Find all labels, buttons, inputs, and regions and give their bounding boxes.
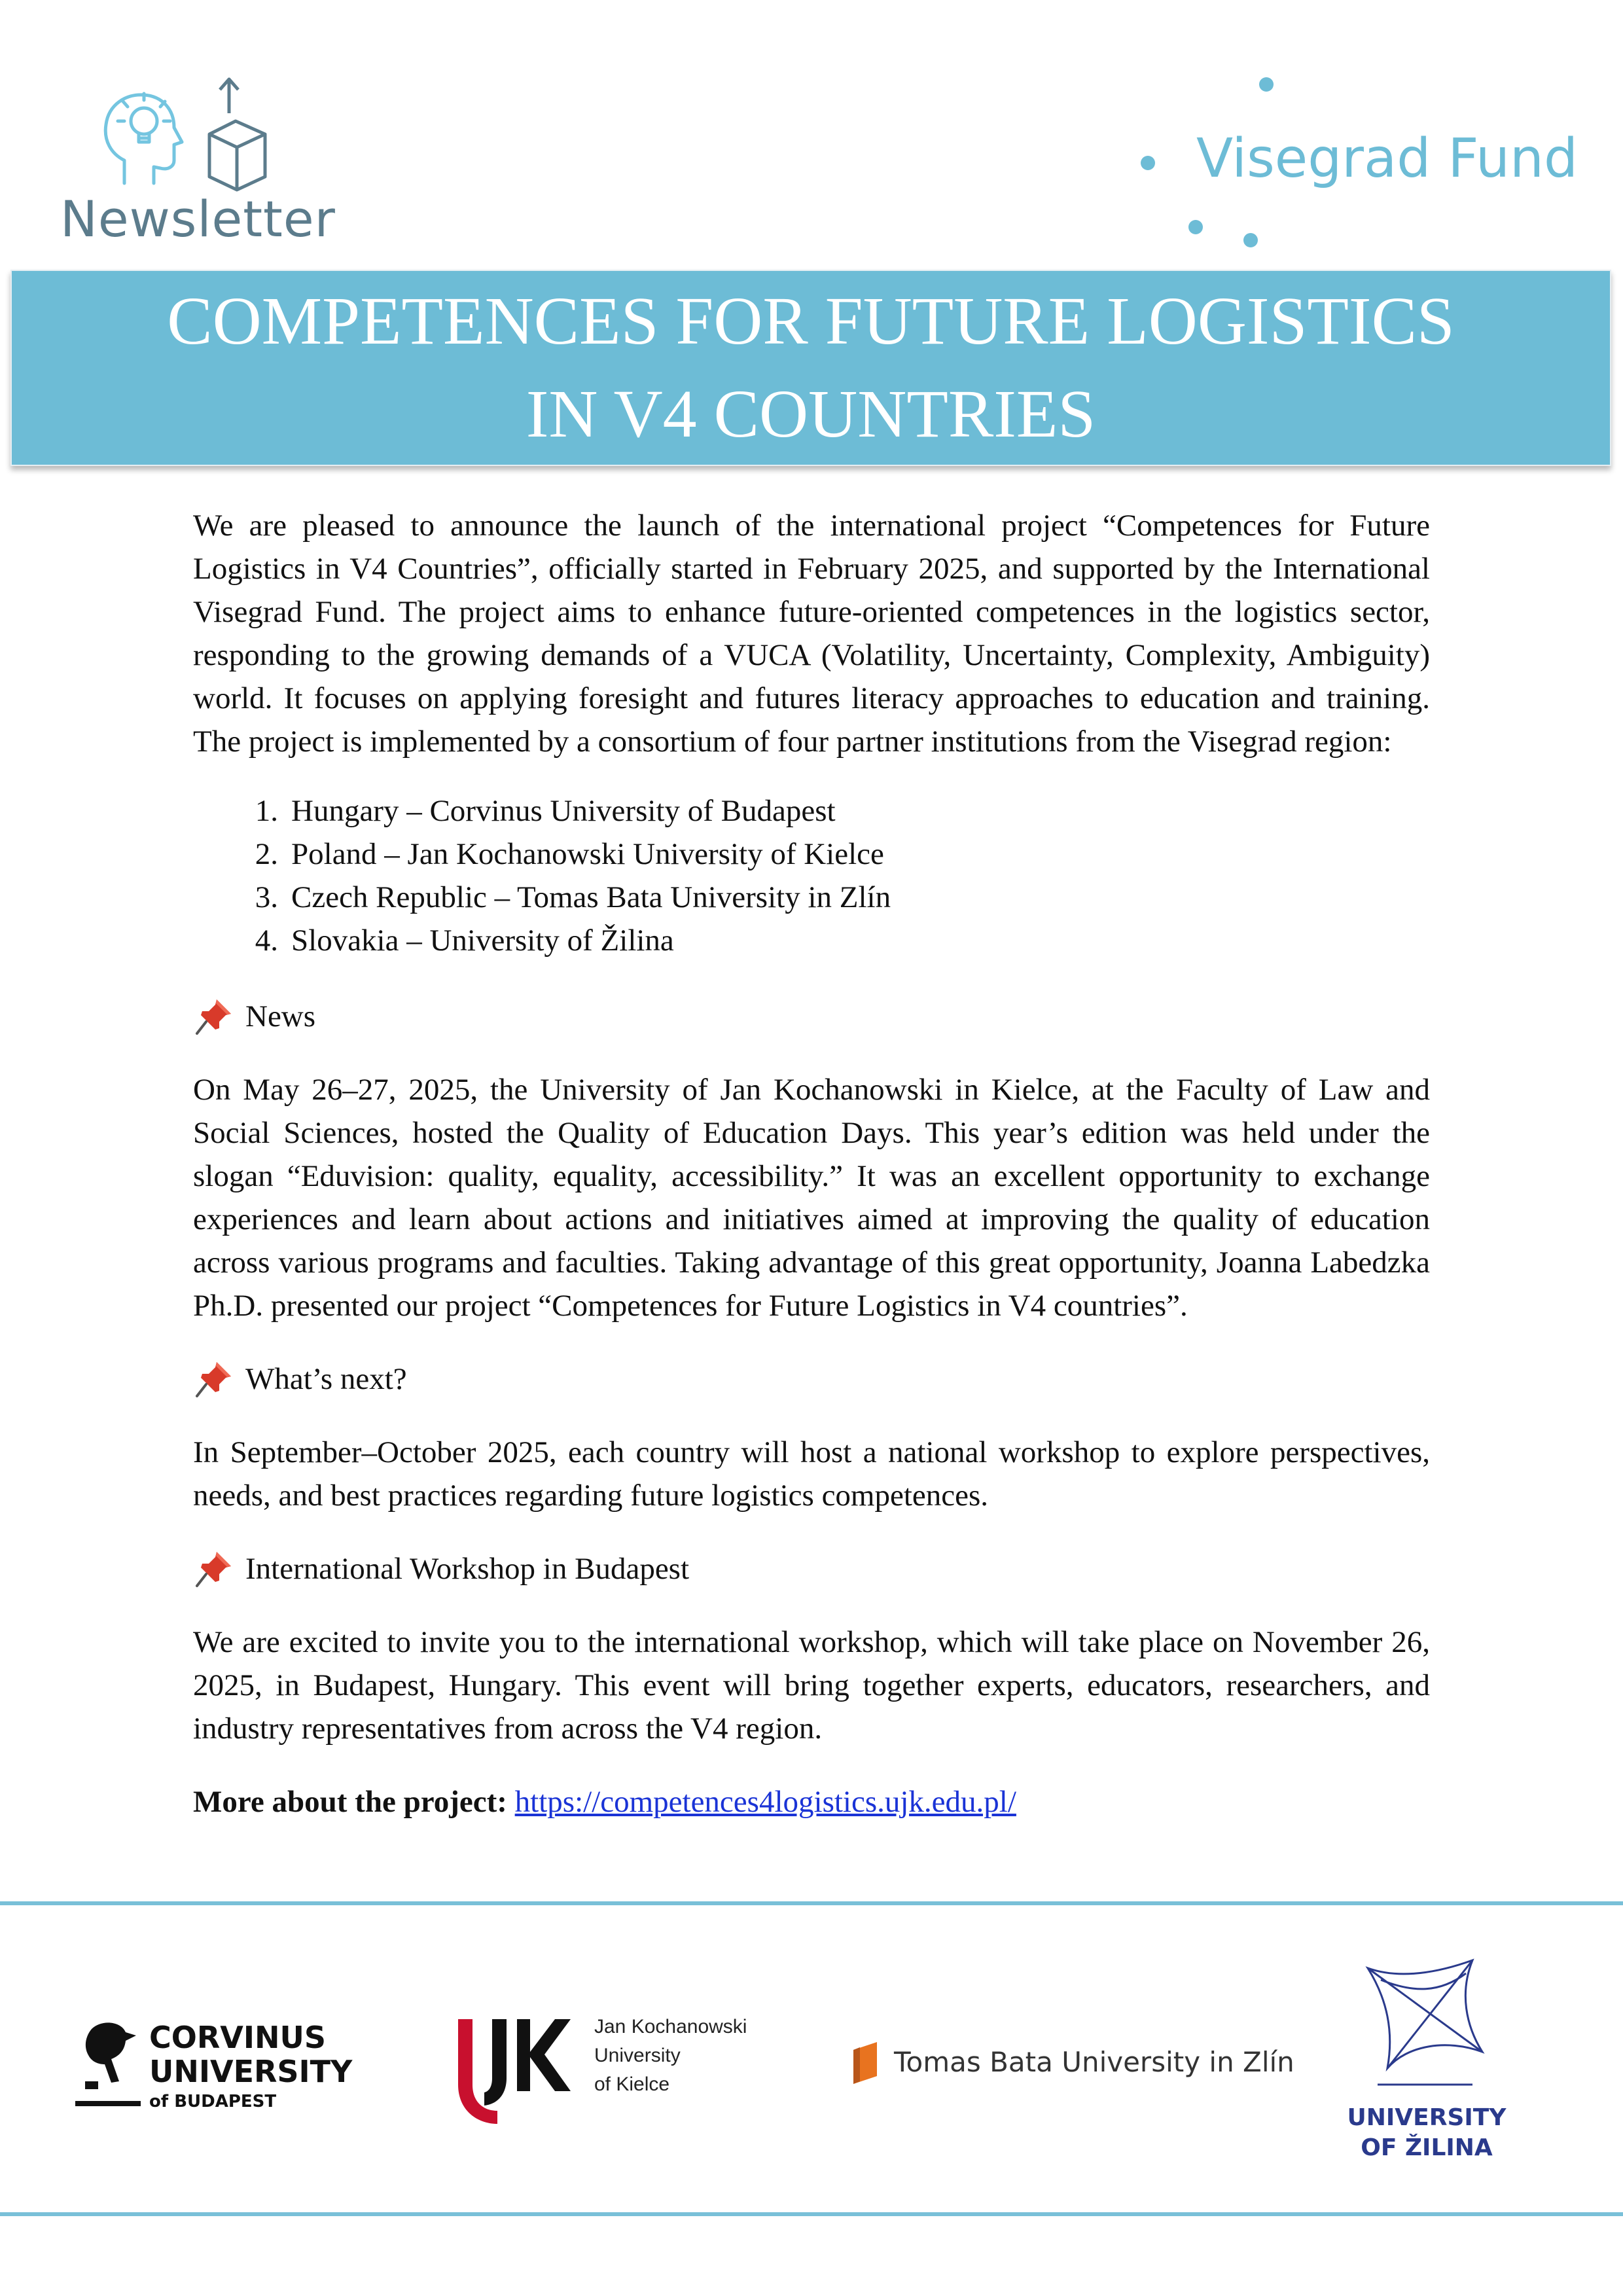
corvinus-logo xyxy=(72,2016,360,2114)
newsletter-logo-icons xyxy=(98,69,294,193)
ujk-name-1: Jan Kochanowski xyxy=(594,2016,747,2037)
uniza-star-icon xyxy=(1342,1954,1512,2091)
box-upload-icon xyxy=(209,79,265,190)
logo-dot xyxy=(1259,77,1274,92)
ujk-name-2: University xyxy=(594,2045,681,2066)
list-text: Poland – Jan Kochanowski University of Kielce xyxy=(291,837,884,871)
section-heading-text: What’s next? xyxy=(245,1362,407,1396)
corvinus-raven-icon xyxy=(72,2016,144,2114)
ujk-mark-icon xyxy=(452,2013,582,2130)
pushpin-icon xyxy=(193,1358,235,1400)
intro-paragraph: We are pleased to announce the launch of the international project “Competences for Future Logistics in V4 Countries”, officially started in February 2025, and supported by the International Visegrad Fund. The project aims to enhance future-oriented competences in the logistics sector, responding to the growing demands of a VUCA (Volatility, Uncertainty, Complexity, Ambiguity) world. It focuses on applying foresight and futures literacy approaches to education and training. The project is implemented by a consortium of four partner institutions from the Visegrad region: xyxy=(193,509,1430,759)
pushpin-icon xyxy=(193,1548,235,1590)
uniza-logo xyxy=(1342,1954,1512,2170)
news-paragraph: On May 26–27, 2025, the University of Jan Kochanowski in Kielce, at the Faculty of Law and Social Sciences, hosted the Quality of Education Days. This year’s edition was held under the slogan “Eduvision: quality, equality, accessibility.” It was an excellent opportunity to exchange experiences and learn about actions and initiatives aimed at improving the quality of education across various programs and faculties. Taking advantage of this great opportunity, Joanna Labedzka Ph.D. presented our project “Competences for Future Logistics in V4 countries”. xyxy=(193,1073,1430,1323)
whats-next-heading xyxy=(193,1357,1430,1401)
list-item xyxy=(193,789,1430,833)
workshop-paragraph: We are excited to invite you to the international workshop, which will take place on November 26, 2025, in Budapest, Hungary. This event will bring together experts, educators, researchers, and industry representatives from across the V4 region. xyxy=(193,1625,1430,1746)
section-heading-text: International Workshop in Budapest xyxy=(245,1552,690,1586)
list-number: 4. xyxy=(255,924,278,958)
tbu-book-icon xyxy=(851,2041,882,2085)
news-heading xyxy=(193,995,1430,1038)
head-lightbulb-icon xyxy=(98,69,294,193)
logo-dot xyxy=(1188,220,1203,234)
pushpin-icon xyxy=(193,996,235,1037)
ujk-name-3: of Kielce xyxy=(594,2073,670,2095)
logo-dot xyxy=(1243,233,1258,247)
list-text: Czech Republic – Tomas Bata University in Zlín xyxy=(291,880,891,914)
section-heading-text: News xyxy=(245,999,316,1033)
uniza-name-2: OF ŽILINA xyxy=(1361,2134,1493,2161)
corvinus-name-1: CORVINUS xyxy=(149,2020,326,2055)
footer-bottom-divider xyxy=(0,2212,1623,2216)
title-banner xyxy=(10,270,1611,466)
ujk-logo xyxy=(452,2013,766,2130)
tbu-name: Tomas Bata University in Zlín xyxy=(894,2046,1294,2078)
more-label: More about the project: xyxy=(193,1785,507,1819)
uniza-name-1: UNIVERSITY xyxy=(1347,2104,1507,2131)
banner-title-line-1: COMPETENCES FOR FUTURE LOGISTICS xyxy=(167,283,1455,359)
visegrad-fund-logo xyxy=(1126,65,1578,262)
visegrad-fund-name: Visegrad Fund xyxy=(1196,128,1578,190)
list-number: 3. xyxy=(255,880,278,914)
banner-title-line-2: IN V4 COUNTRIES xyxy=(526,376,1096,452)
more-about-project xyxy=(193,1780,1430,1823)
list-number: 2. xyxy=(255,837,278,871)
list-item xyxy=(193,876,1430,919)
corvinus-name-2: UNIVERSITY xyxy=(149,2054,353,2089)
list-item xyxy=(193,919,1430,962)
newsletter-body xyxy=(193,504,1430,1823)
newsletter-label: Newsletter xyxy=(60,190,336,248)
list-text: Slovakia – University of Žilina xyxy=(291,924,674,958)
tbu-logo xyxy=(851,2041,1294,2087)
workshop-heading xyxy=(193,1547,1430,1590)
project-link[interactable]: https://competences4logistics.ujk.edu.pl/ xyxy=(514,1785,1016,1819)
footer-top-divider xyxy=(0,1901,1623,1905)
list-number: 1. xyxy=(255,794,278,828)
corvinus-name-3: of BUDAPEST xyxy=(149,2092,277,2111)
list-item xyxy=(193,833,1430,876)
list-text: Hungary – Corvinus University of Budapest xyxy=(291,794,836,828)
whats-next-paragraph: In September–October 2025, each country will host a national workshop to explore perspectives, needs, and best practices regarding future logistics competences. xyxy=(193,1435,1430,1513)
partner-list xyxy=(193,789,1430,962)
logo-dot xyxy=(1141,156,1155,170)
